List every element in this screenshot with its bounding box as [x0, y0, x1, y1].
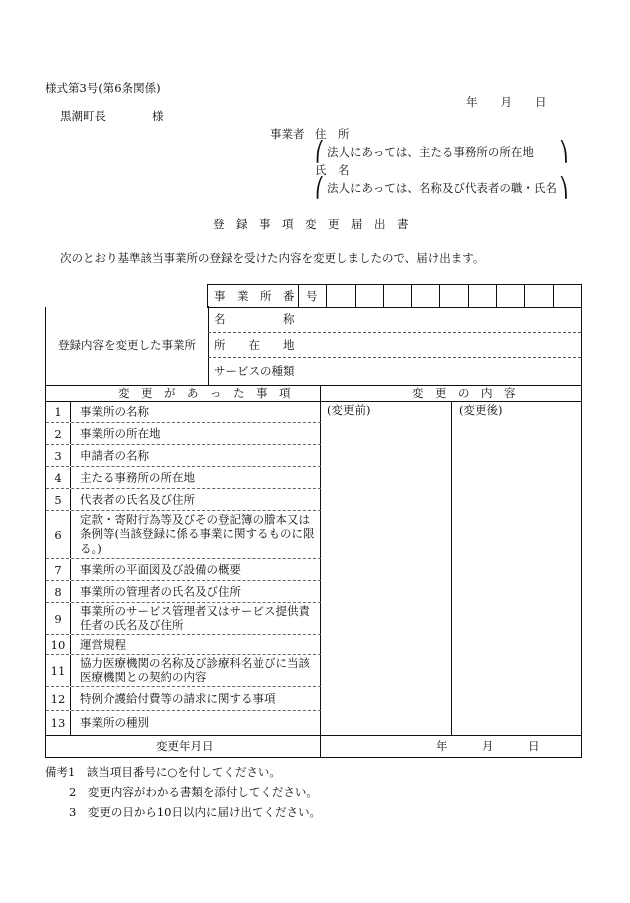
address-note-brace-right: ⎞: [559, 141, 569, 163]
office-number-row: [207, 284, 582, 308]
change-item-row[interactable]: [46, 489, 321, 511]
change-item-row[interactable]: [46, 445, 321, 467]
date-line: 年 月 日: [466, 95, 547, 109]
change-item-row[interactable]: [46, 581, 321, 603]
office-number-boxes[interactable]: [298, 285, 581, 307]
item-label: 協力医療機関の名称及び診療科名並びに当該医療機関との契約の内容: [80, 655, 310, 685]
change-item-row[interactable]: [46, 687, 321, 711]
address-note: 法人にあっては、主たる事務所の所在地: [327, 145, 534, 159]
change-item-row[interactable]: [46, 423, 321, 445]
form-title: 登 録 事 項 変 更 届 出 書: [213, 217, 409, 231]
office-info-table: [45, 284, 582, 386]
before-contents-area[interactable]: [321, 401, 451, 735]
item-label: 事業所のサービス管理者又はサービス提供責任者の氏名及び住所: [80, 603, 310, 633]
item-number: 7: [54, 562, 62, 577]
remark-1: 備考1 該当項目番号に○を付してください。: [45, 765, 281, 779]
intro-text: 次のとおり基準該当事業所の登録を受けた内容を変更しましたので、届け出ます。: [60, 251, 485, 265]
change-item-row[interactable]: [46, 603, 321, 635]
item-label: 代表者の氏名及び住所: [80, 492, 195, 507]
item-number: 8: [54, 584, 62, 599]
changed-office-block: [45, 307, 582, 386]
item-number: 5: [54, 492, 62, 507]
after-label: (変更後): [459, 403, 503, 417]
header-changed-items: 変 更 が あ っ た 事 項: [118, 386, 291, 400]
office-name-label: 名 称: [214, 312, 295, 326]
change-item-row[interactable]: [46, 511, 321, 559]
office-name-row[interactable]: [208, 307, 581, 333]
applicant-label: 事業者: [270, 127, 305, 141]
after-contents-area[interactable]: [452, 401, 581, 735]
change-date-label: 変更年月日: [156, 739, 214, 753]
item-label: 主たる事務所の所在地: [80, 470, 195, 485]
before-label: (変更前): [327, 403, 371, 417]
item-label: 事業所の管理者の氏名及び住所: [80, 584, 241, 599]
office-number-label: 事 業 所 番 号: [214, 289, 318, 303]
item-label: 申請者の名称: [80, 448, 149, 463]
header-change-contents: 変 更 の 内 容: [412, 386, 516, 400]
name-label: 氏 名: [315, 163, 350, 177]
item-number: 11: [50, 663, 66, 678]
item-label: 事業所の名称: [80, 404, 149, 419]
office-location-row[interactable]: [208, 332, 581, 358]
service-type-row[interactable]: [208, 357, 581, 385]
change-items-table: [45, 385, 582, 758]
item-label: 事業所の平面図及び設備の概要: [80, 562, 241, 577]
change-item-row[interactable]: [46, 559, 321, 581]
service-type-label: サービスの種類: [214, 364, 295, 378]
item-number: 10: [50, 637, 66, 652]
item-label: 特例介護給付費等の請求に関する事項: [80, 691, 276, 706]
item-number: 1: [54, 404, 62, 419]
item-label: 定款・寄附行為等及びその登記簿の謄本又は条例等(当該登録に係る事業に関するものに限る。): [80, 512, 315, 556]
remark-2: 2 変更内容がわかる書類を添付してください。: [69, 785, 318, 799]
form-number: 様式第3号(第6条関係): [45, 81, 161, 95]
change-item-row[interactable]: [46, 635, 321, 655]
address-label: 住 所: [315, 127, 350, 141]
change-item-row[interactable]: [46, 401, 321, 423]
change-item-row[interactable]: [46, 467, 321, 489]
item-number: 9: [54, 611, 62, 626]
remark-3: 3 変更の日から10日以内に届け出てください。: [69, 805, 321, 819]
name-note-brace-right: ⎞: [559, 177, 569, 199]
item-number: 12: [50, 691, 66, 706]
change-date-value[interactable]: 年 月 日: [436, 739, 540, 753]
item-label: 事業所の種別: [80, 715, 149, 730]
remarks: [45, 762, 321, 822]
office-location-label: 所 在 地: [214, 338, 295, 352]
item-label: 運営規程: [80, 637, 126, 652]
change-item-row[interactable]: [46, 711, 321, 735]
item-number: 13: [50, 716, 66, 730]
name-note: 法人にあっては、名称及び代表者の職・氏名: [327, 181, 557, 195]
item-number: 6: [54, 527, 62, 542]
change-item-row[interactable]: [46, 655, 321, 687]
addressee: 黒潮町長 様: [60, 109, 164, 123]
address-note-brace-left: ⎛: [315, 141, 325, 163]
item-label: 事業所の所在地: [80, 426, 161, 441]
item-number: 3: [54, 448, 62, 463]
item-number: 4: [54, 470, 62, 485]
item-number: 2: [54, 426, 62, 441]
changed-office-label: 登録内容を変更した事業所: [58, 338, 196, 352]
name-note-brace-left: ⎛: [315, 177, 325, 199]
